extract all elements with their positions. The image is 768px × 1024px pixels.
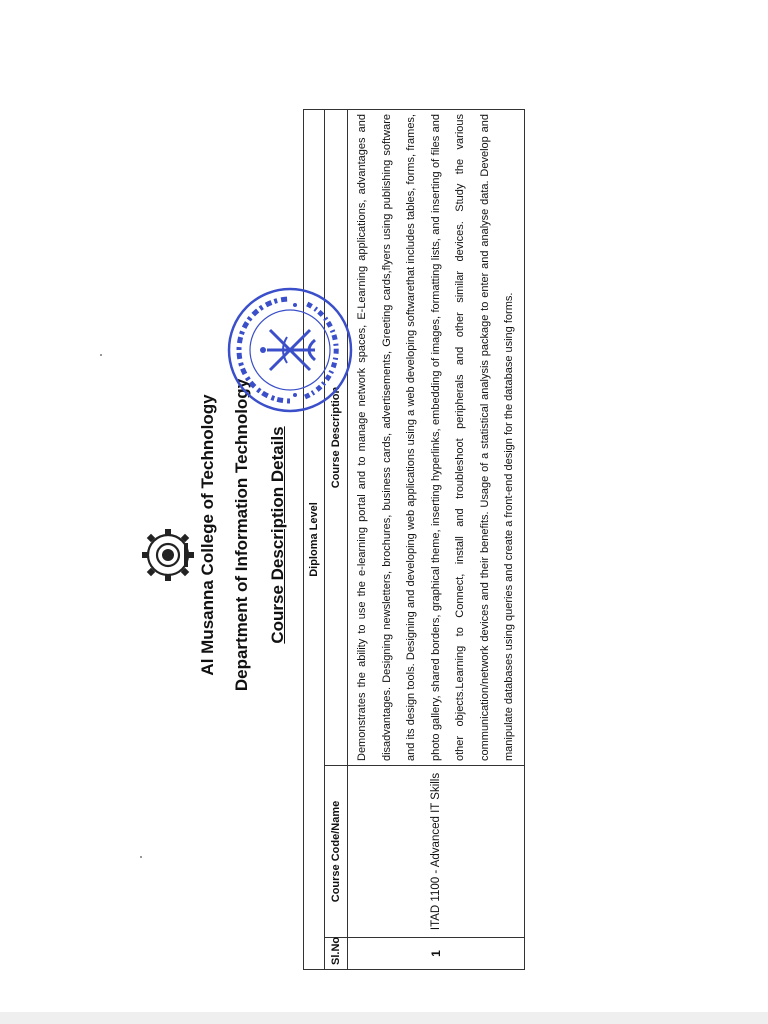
column-header-description: Course Description (325, 110, 348, 766)
row-slno: 1 (348, 938, 525, 970)
column-header-slno: Sl.No (325, 938, 348, 970)
official-seal-icon (225, 285, 355, 415)
scan-speck (100, 354, 102, 356)
diploma-level-header: Diploma Level (304, 110, 325, 970)
row-course-description: Demonstrates the ability to use the e-learning portal and to manage network spaces, E-Learning applications, advantages and disadvantages. Designing newsletters, brochures, business cards, advertisements, Greeting cards,flyers using publishing software and its design tools. Designing and developing web applications using a web developing softwarethat includes tables, forms, frames, photo gallery, shared borders, graphical theme, inserting hyperlinks, embedding of images, formatting lists, and inserting of files and other objects.Learning to Connect, install and troubleshoot peripherals and other similar devices. Study the various communication/network devices and their benefits. Usage of a statistical analysis package to enter and analyse data. Develop and manipulate databases using queries and create a front-end design for the database using forms. (348, 110, 525, 766)
college-logo-icon (140, 525, 196, 585)
document-page (140, 100, 515, 970)
scan-bottom-band (0, 1012, 768, 1024)
column-header-course: Course Code/Name (325, 766, 348, 938)
table-row (348, 110, 525, 970)
department-name: Department of Information Technology (232, 378, 251, 692)
course-table (303, 109, 525, 970)
college-name: Al Musanna College of Technology (198, 394, 217, 676)
document-title: Course Description Details (268, 426, 287, 644)
row-course-name: ITAD 1100 - Advanced IT Skills (348, 766, 525, 938)
